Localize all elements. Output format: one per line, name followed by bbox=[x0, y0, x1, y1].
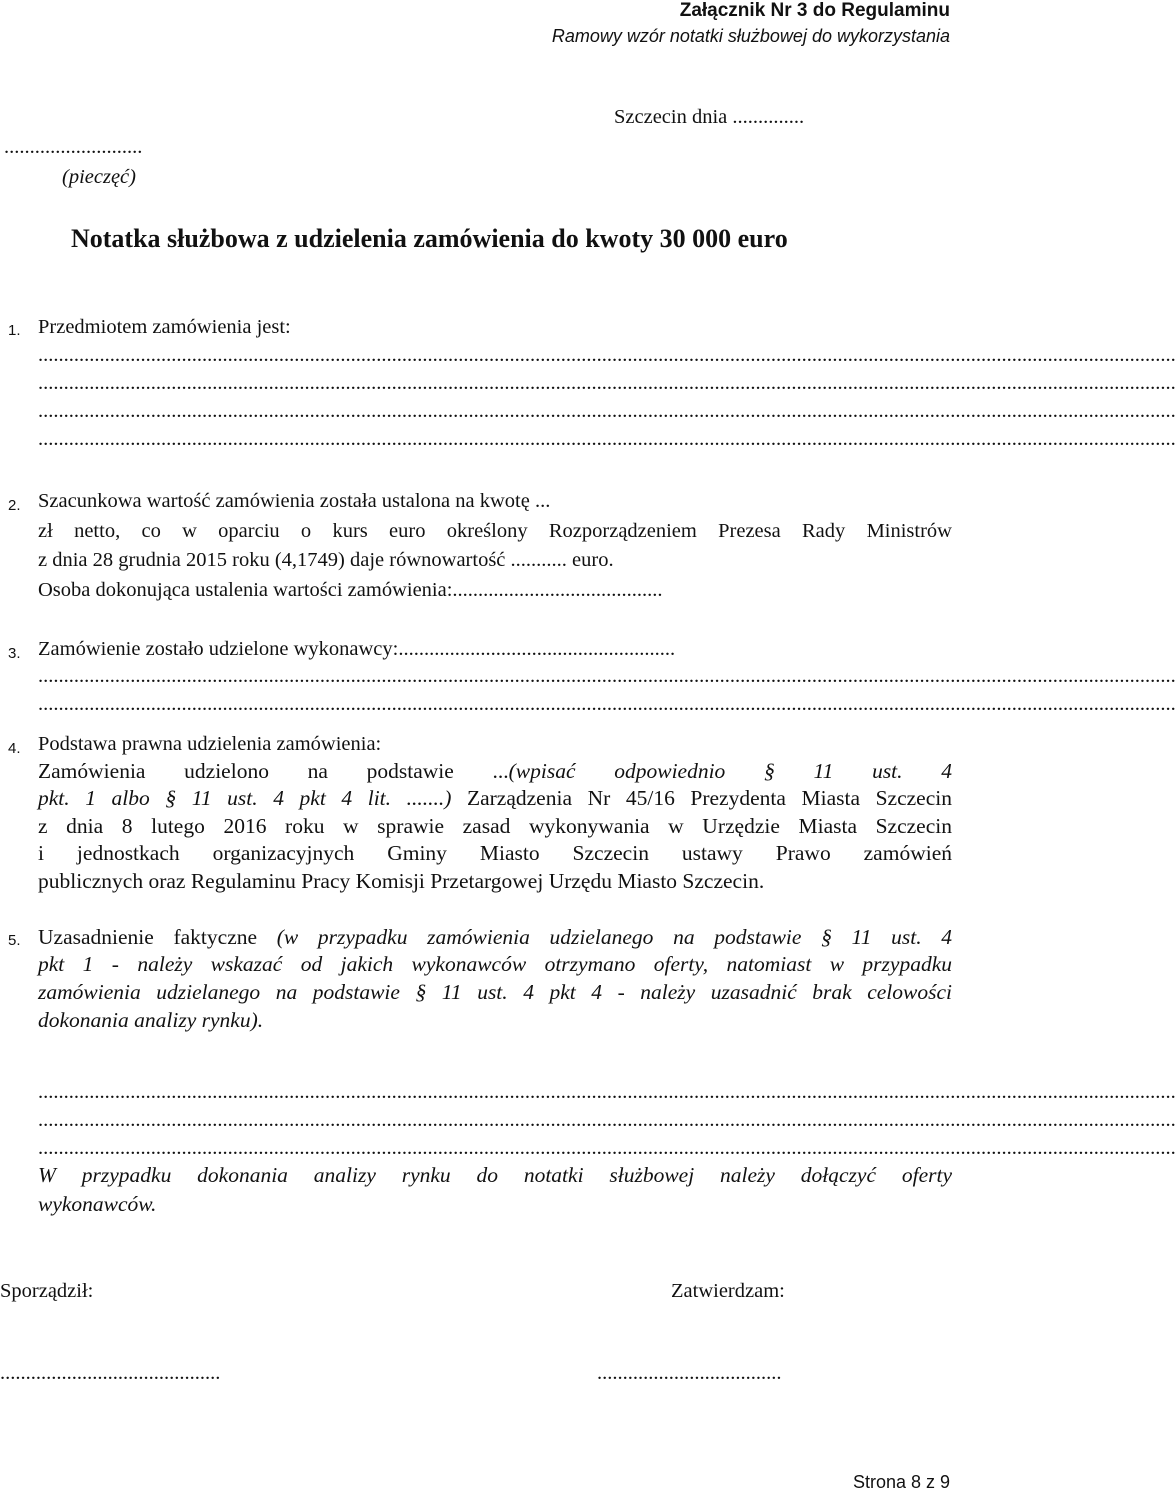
section-1-number: 1. bbox=[8, 322, 21, 339]
section-5-dots-line: .............................................................................................................................................................................................................................. bbox=[38, 1109, 1176, 1131]
document-title: Notatka służbowa z udzielenia zamówienia do kwoty 30 000 euro bbox=[71, 224, 788, 253]
section-1-dots-line: .............................................................................................................................................................................................................................. bbox=[38, 428, 1176, 450]
section-4-line: publicznych oraz Regulaminu Pracy Komisji Przetargowej Urzędu Miasto Szczecin. bbox=[38, 869, 765, 893]
section-3-number: 3. bbox=[8, 645, 21, 662]
section-1-dots-line: .............................................................................................................................................................................................................................. bbox=[38, 344, 1176, 366]
document-subtitle: Ramowy wzór notatki służbowej do wykorzystania bbox=[551, 26, 950, 46]
section-5-line: Uzasadnienie faktyczne (w przypadku zamówienia udzielanego na podstawie § 11 ust. 4 bbox=[38, 925, 952, 949]
prepared-by-signature-line: ........................................... bbox=[0, 1362, 221, 1384]
section-5-line: zamówienia udzielanego na podstawie § 11 ust. 4 pkt 4 - należy uzasadnić brak celowości bbox=[38, 980, 952, 1004]
section-4-line: Zamówienia udzielono na podstawie ...(wpisać odpowiednio § 11 ust. 4 bbox=[38, 759, 952, 783]
prepared-by-label: Sporządził: bbox=[0, 1280, 94, 1302]
attachment-header: Załącznik Nr 3 do Regulaminu bbox=[679, 0, 950, 21]
section-5-line: dokonania analizy rynku). bbox=[38, 1008, 264, 1032]
section-5-dots-line: .............................................................................................................................................................................................................................. bbox=[38, 1137, 1176, 1159]
section-2-number: 2. bbox=[8, 497, 21, 514]
section-5-note: wykonawców. bbox=[38, 1192, 157, 1216]
section-3-dots-line: .............................................................................................................................................................................................................................. bbox=[38, 665, 1176, 687]
section-1-dots-line: .............................................................................................................................................................................................................................. bbox=[38, 400, 1176, 422]
approved-by-label: Zatwierdzam: bbox=[671, 1280, 785, 1302]
stamp-dots: ........................... bbox=[4, 136, 143, 158]
section-4-line: pkt. 1 albo § 11 ust. 4 pkt 4 lit. .......) Zarządzenia Nr 45/16 Prezydenta Miasta Szczecin bbox=[38, 786, 952, 810]
section-5-number: 5. bbox=[8, 932, 21, 949]
section-2-line: Szacunkowa wartość zamówienia została ustalona na kwotę ... bbox=[38, 490, 551, 512]
section-3-heading: Zamówienie zostało udzielone wykonawcy:...................................................... bbox=[38, 638, 676, 660]
section-5-line: pkt 1 - należy wskazać od jakich wykonawców otrzymano oferty, natomiast w przypadku bbox=[38, 952, 952, 976]
section-4-number: 4. bbox=[8, 740, 21, 757]
approved-by-signature-line: .................................... bbox=[597, 1362, 782, 1384]
section-1-dots-line: .............................................................................................................................................................................................................................. bbox=[38, 372, 1176, 394]
stamp-label: (pieczęć) bbox=[62, 166, 136, 188]
date-line: Szczecin dnia .............. bbox=[614, 106, 805, 128]
section-1-heading: Przedmiotem zamówienia jest: bbox=[38, 316, 291, 338]
section-2-line: zł netto, co w oparciu o kurs euro określony Rozporządzeniem Prezesa Rady Ministrów bbox=[38, 520, 952, 542]
section-2-valuer-line: Osoba dokonująca ustalenia wartości zamówienia:......................................... bbox=[38, 579, 663, 601]
section-4-line: z dnia 8 lutego 2016 roku w sprawie zasad wykonywania w Urzędzie Miasta Szczecin bbox=[38, 814, 952, 838]
section-4-line: i jednostkach organizacyjnych Gminy Miasto Szczecin ustawy Prawo zamówień bbox=[38, 841, 952, 865]
section-3-dots-line: .............................................................................................................................................................................................................................. bbox=[38, 693, 1176, 715]
section-4-heading: Podstawa prawna udzielenia zamówienia: bbox=[38, 733, 382, 755]
section-2-line: z dnia 28 grudnia 2015 roku (4,1749) daje równowartość ........... euro. bbox=[38, 549, 614, 571]
section-5-dots-line: .............................................................................................................................................................................................................................. bbox=[38, 1081, 1176, 1103]
page-number: Strona 8 z 9 bbox=[852, 1472, 950, 1492]
section-5-note: W przypadku dokonania analizy rynku do notatki służbowej należy dołączyć oferty bbox=[38, 1163, 952, 1187]
